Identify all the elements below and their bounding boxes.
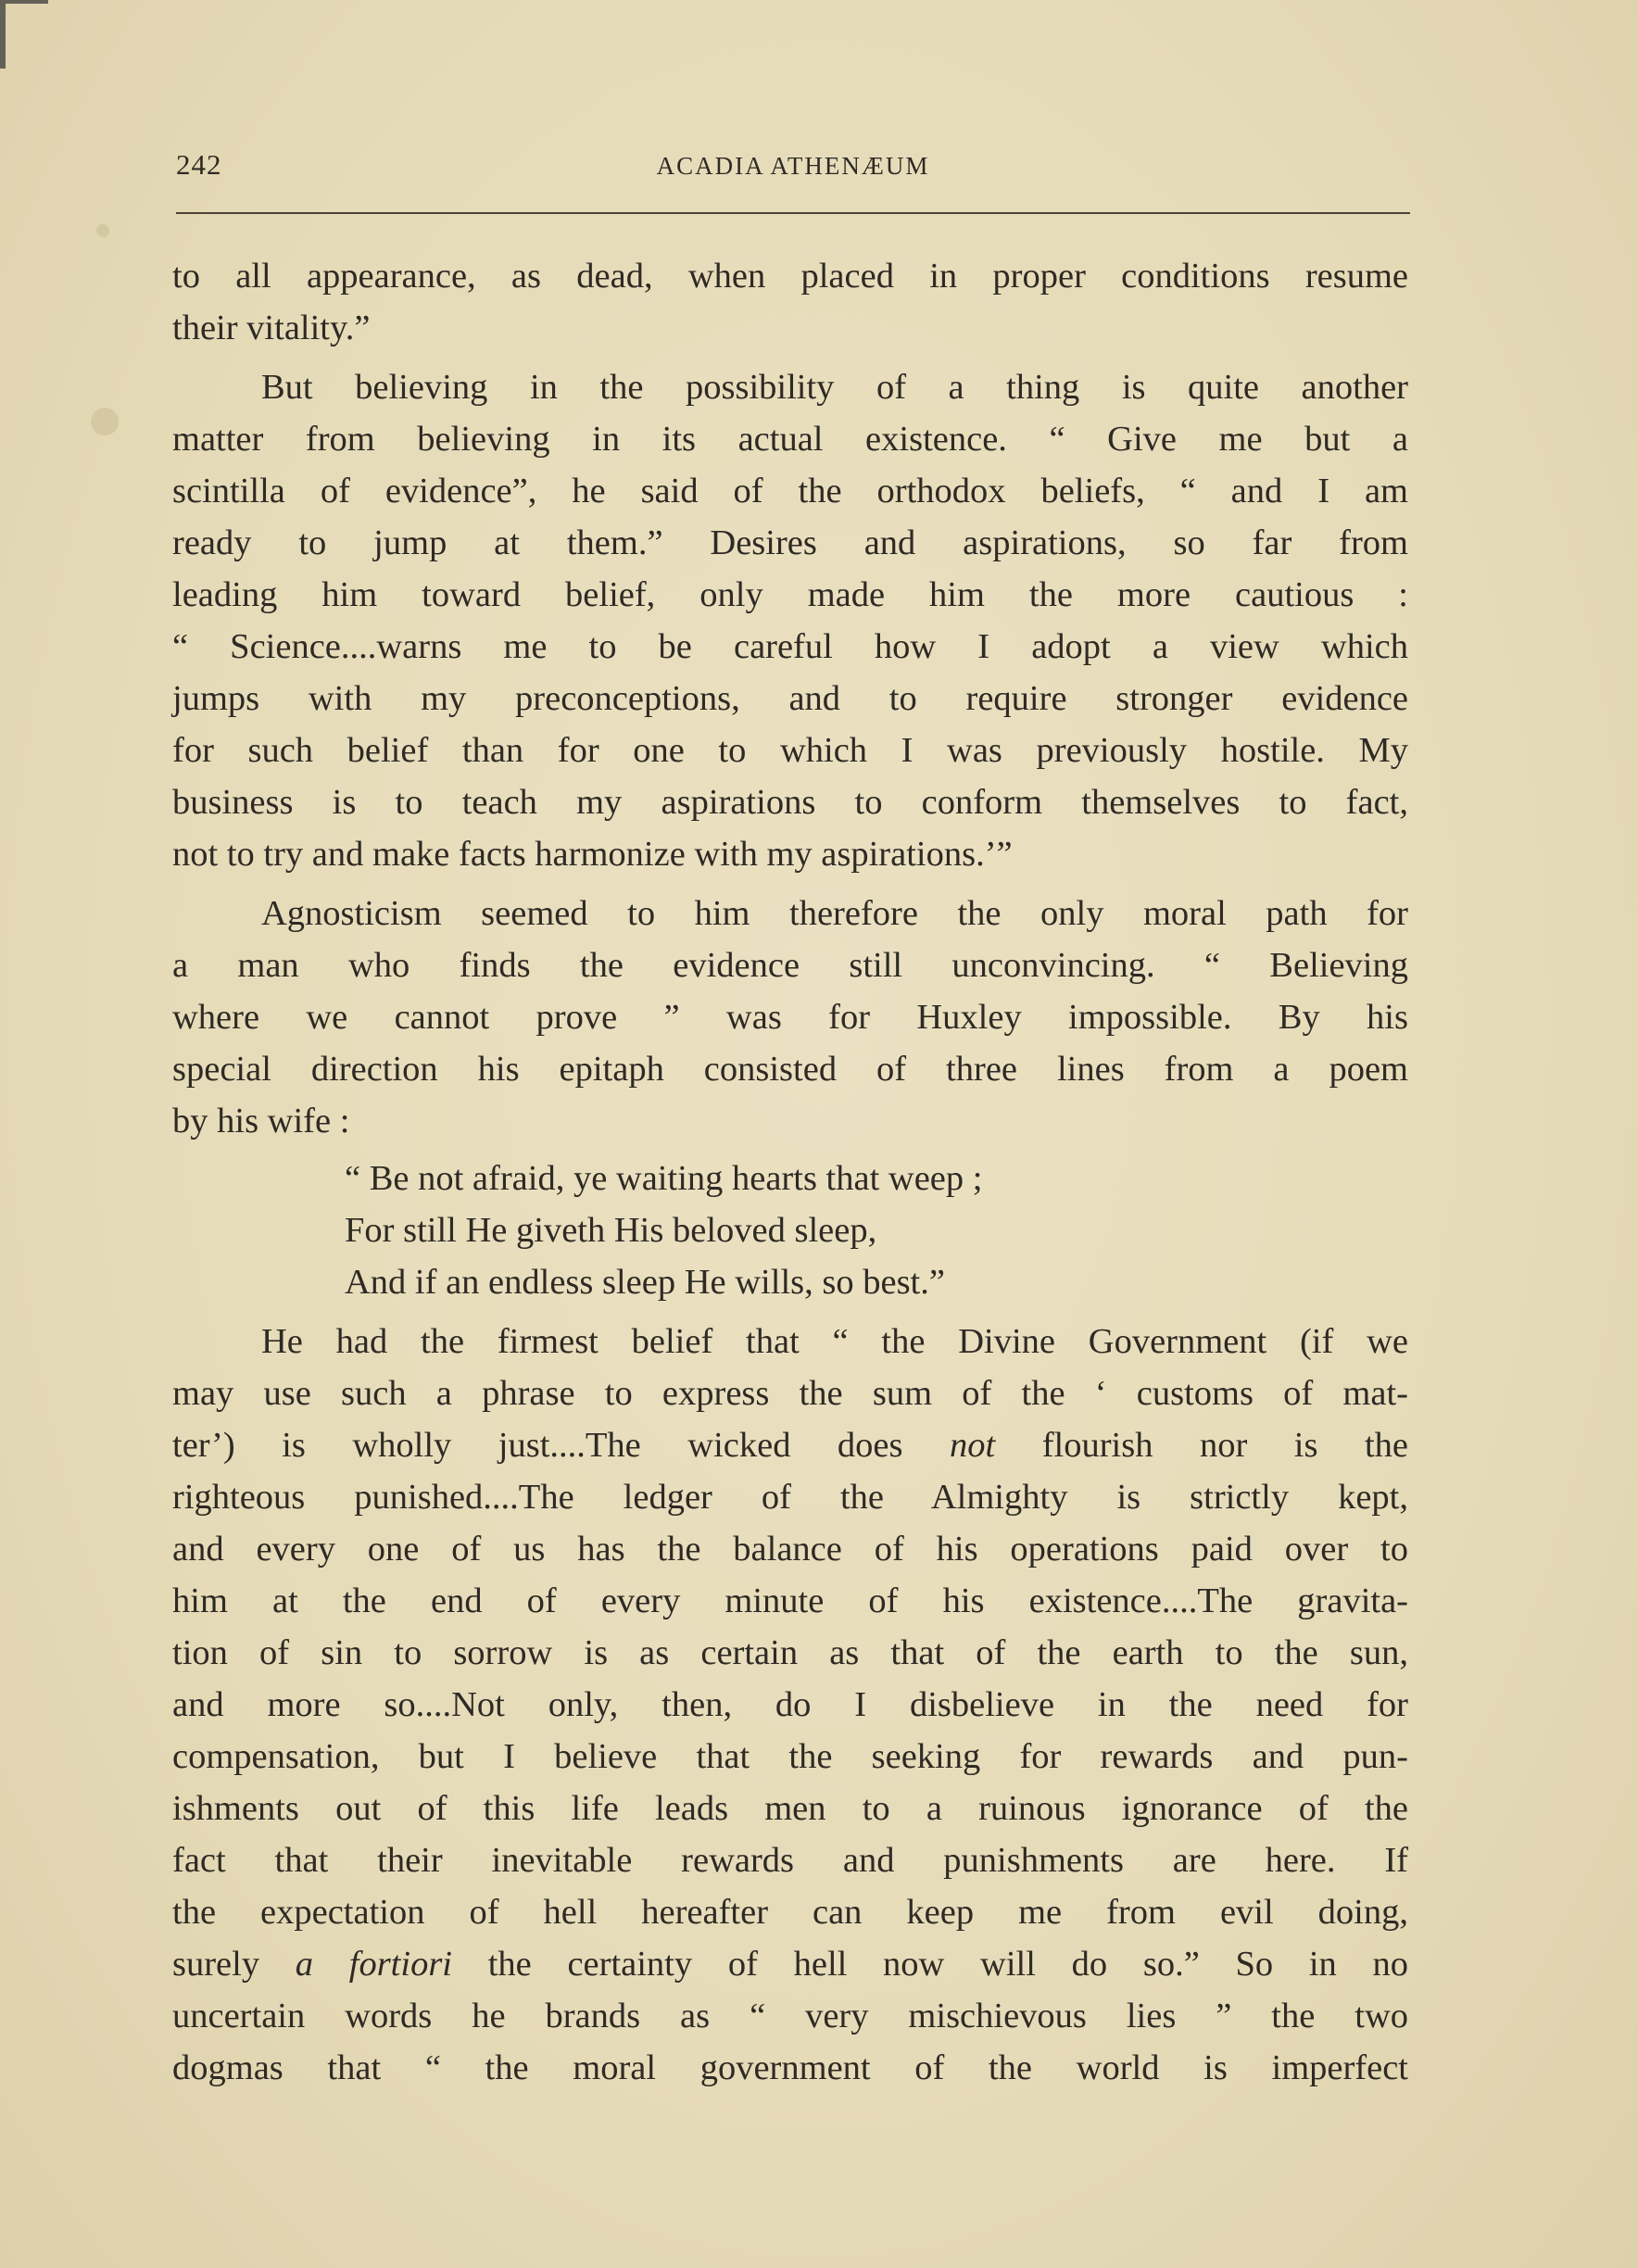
text-line: him at the end of every minute of his existence....The gravita- [172,1581,1408,1620]
paragraph-3 [172,888,1408,1147]
text-run: surely [172,1945,296,1984]
text-line [172,1419,1408,1471]
text-line: and more so....Not only, then, do I disbelieve in the need for [172,1685,1408,1724]
text-line: ishments out of this life leads men to a ruinous ignorance of the [172,1789,1408,1828]
text-line: But believing in the possibility of a thing is quite another [261,368,1408,407]
text-line: ready to jump at them.” Desires and aspirations, so far from [172,523,1408,562]
text-line: Agnosticism seemed to him therefore the only moral path for [261,894,1408,933]
paper-stain [91,408,119,435]
paragraph-4 [172,1316,1408,2094]
text-line: business is to teach my aspirations to conform themselves to fact, [172,783,1408,822]
header-rule [176,212,1410,214]
text-line: “ Science....warns me to be careful how I adopt a view which [172,627,1408,666]
text-line: by his wife : [172,1102,350,1140]
page-header [176,148,1410,185]
text-line: leading him toward belief, only made him the more cautious : [172,575,1408,614]
body-text [172,250,1408,2094]
text-line: where we cannot prove ” was for Huxley impossible. By his [172,998,1408,1037]
text-line: scintilla of evidence”, he said of the orthodox beliefs, “ and I am [172,472,1408,510]
text-line: jumps with my preconceptions, and to require stronger evidence [172,679,1408,718]
text-line: dogmas that “ the moral government of the world is imperfect [172,2048,1408,2087]
text-line: matter from believing in its actual existence. “ Give me but a [172,420,1408,459]
running-head: ACADIA ATHENÆUM [656,152,930,180]
verse-line: For still He giveth His beloved sleep, [345,1211,877,1250]
paper-stain [96,224,109,237]
paragraph-gap [172,354,1408,361]
text-line: tion of sin to sorrow is as certain as that of the earth to the sun, [172,1633,1408,1672]
text-line: and every one of us has the balance of his operations paid over to [172,1530,1408,1569]
text-line: special direction his epitaph consisted of three lines from a poem [172,1050,1408,1089]
text-line: may use such a phrase to express the sum of the ‘ customs of mat- [172,1374,1408,1413]
scan-corner-mark [0,0,48,69]
paragraph-1 [172,250,1408,354]
text-line: the expectation of hell hereafter can keep me from evil doing, [172,1893,1408,1932]
text-line: for such belief than for one to which I was previously hostile. My [172,731,1408,770]
paragraph-2 [172,361,1408,880]
verse-line: And if an endless sleep He wills, so best.” [345,1263,945,1302]
epitaph-verse [172,1153,1408,1308]
text-line [172,1938,1408,1990]
text-line: fact that their inevitable rewards and punishments are here. If [172,1841,1408,1880]
text-line: a man who finds the evidence still unconvincing. “ Believing [172,946,1408,985]
text-line: righteous punished....The ledger of the Almighty is strictly kept, [172,1478,1408,1517]
page-number: 242 [176,148,222,181]
paragraph-gap [172,880,1408,888]
text-line: not to try and make facts harmonize with my aspirations.’” [172,835,1013,874]
text-run: the certainty of hell now will do so.” So in no [452,1945,1408,1984]
emphasis-not: not [950,1426,996,1465]
verse-line: “ Be not afraid, ye waiting hearts that weep ; [345,1159,983,1198]
text-run: flourish nor is the [995,1426,1409,1465]
emphasis-a-fortiori: a fortiori [295,1945,453,1984]
text-line: their vitality.” [172,309,371,347]
text-line: He had the firmest belief that “ the Divine Government (if we [261,1322,1408,1361]
text-line: compensation, but I believe that the seeking for rewards and pun- [172,1737,1408,1776]
text-run: ter’) is wholly just....The wicked does [172,1426,951,1465]
text-line: to all appearance, as dead, when placed in proper conditions resume [172,257,1408,296]
text-line: uncertain words he brands as “ very mischievous lies ” the two [172,1997,1408,2035]
